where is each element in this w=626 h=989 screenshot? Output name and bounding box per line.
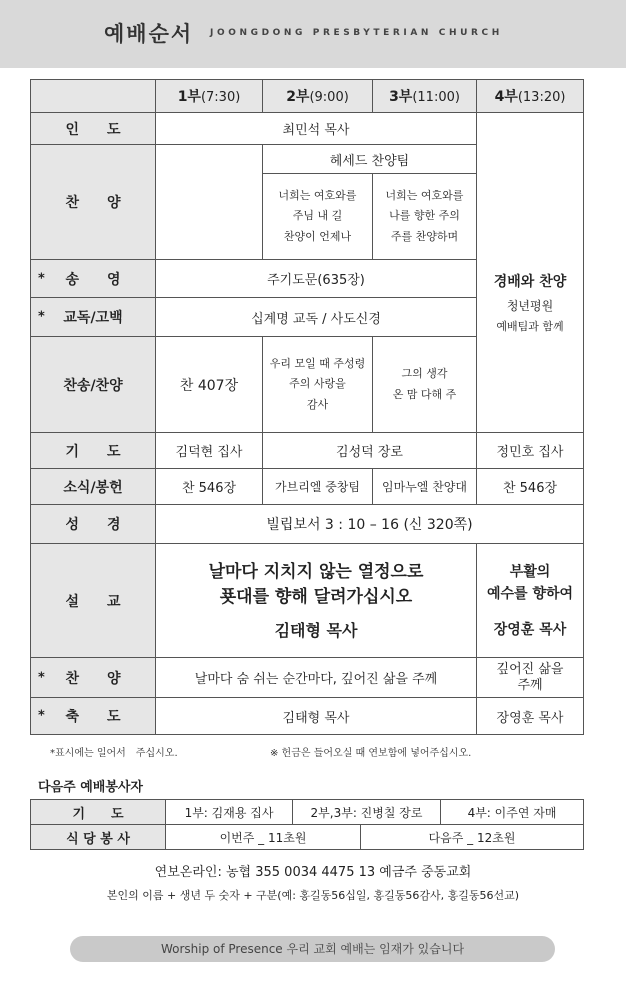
closing-hymn-row	[31, 658, 584, 698]
praise-label: 찬 양	[31, 145, 156, 260]
s4-sermon-preacher: 장영훈 목사	[493, 622, 567, 639]
service-3-header: 3부(11:00)	[373, 80, 477, 113]
dining-label: 식 당 봉 사	[31, 825, 166, 850]
next-prayer-row	[31, 800, 584, 825]
benediction-row	[31, 698, 584, 735]
offering-s2: 가브리엘 중창팀	[263, 469, 373, 505]
dining-this-week: 이번주 _ 11초원	[166, 825, 361, 850]
sermon-title-line1: 날마다 지치지 않는 열정으로	[208, 562, 424, 583]
page-title: 예배순서	[104, 22, 194, 46]
prayer-s4: 정민호 집사	[477, 433, 584, 469]
service-4-praise	[477, 113, 584, 433]
next-prayer-label: 기 도	[31, 800, 166, 825]
next-week-table	[30, 799, 584, 850]
praise-s1-empty	[156, 145, 263, 260]
next-prayer-s23: 2부,3부: 진병칠 장로	[293, 800, 441, 825]
page-header	[0, 0, 626, 68]
invocation-row	[31, 113, 584, 145]
confession-label: * 교독/고백	[31, 298, 156, 337]
offering-s3: 임마누엘 찬양대	[373, 469, 477, 505]
s4-sermon-title-line1: 부활의	[509, 563, 551, 580]
offering-row	[31, 469, 584, 505]
benediction-value: 김태형 목사	[156, 698, 477, 735]
scripture-label: 성 경	[31, 505, 156, 544]
praise-s3-songs: 너희는 여호와를 나를 향한 주의 주를 찬양하며	[373, 174, 477, 260]
online-offering-note: 본인의 이름 + 생년 두 숫자 + 구분(예: 홍길동56십일, 홍길동56감사, 홍길동56선교)	[106, 889, 520, 902]
praise-s2-songs: 너희는 여호와를 주님 내 길 찬양이 언제나	[263, 174, 373, 260]
next-week-title: 다음주 예배봉사자	[38, 780, 143, 795]
dining-next-week: 다음주 _ 12초원	[361, 825, 584, 850]
offering-label: 소식/봉헌	[31, 469, 156, 505]
sermon-title-line2: 푯대를 향해 달려가십시오	[219, 587, 413, 607]
invocation-label: 인 도	[31, 113, 156, 145]
benediction-s4: 장영훈 목사	[477, 698, 584, 735]
header-corner	[31, 80, 156, 113]
sermon-preacher: 김태형 목사	[274, 620, 358, 640]
hymn-label: 찬송/찬양	[31, 337, 156, 433]
scripture-row	[31, 505, 584, 544]
dining-row	[31, 825, 584, 850]
service-header-row	[31, 80, 584, 113]
s4-praise-title: 경배와 찬양	[493, 274, 567, 290]
prayer-s1: 김덕현 집사	[156, 433, 263, 469]
prayer-row	[31, 433, 584, 469]
worship-order-table	[30, 79, 584, 735]
service-1-header: 1부(7:30)	[156, 80, 263, 113]
online-offering-account: 연보온라인: 농협 355 0034 4475 13 예금주 중동교회	[154, 865, 472, 880]
scripture-value: 빌립보서 3 : 10 – 16 (신 320쪽)	[156, 505, 584, 544]
prayer-s23: 김성덕 장로	[263, 433, 477, 469]
closing-hymn-value: 날마다 숨 쉬는 순간마다, 깊어진 삶을 주께	[156, 658, 477, 698]
sermon-main	[156, 544, 477, 658]
song-label: * 송 영	[31, 260, 156, 298]
song-value: 주기도문(635장)	[156, 260, 477, 298]
next-prayer-s1: 1부: 김재용 집사	[166, 800, 293, 825]
s4-praise-team: 청년평원	[506, 299, 554, 313]
confession-value: 십계명 교독 / 사도신경	[156, 298, 477, 337]
offering-s1: 찬 546장	[156, 469, 263, 505]
benediction-label: * 축 도	[31, 698, 156, 735]
sermon-s4	[477, 544, 584, 658]
sermon-row	[31, 544, 584, 658]
hymn-s2: 우리 모일 때 주성령 주의 사랑을 감사	[263, 337, 373, 433]
hymn-s3: 그의 생각 온 맘 다해 주	[373, 337, 477, 433]
next-prayer-s4: 4부: 이주연 자매	[441, 800, 584, 825]
church-name: JOONGDONG PRESBYTERIAN CHURCH	[210, 28, 503, 38]
s4-sermon-title-line2: 예수를 향하여	[486, 585, 574, 602]
service-2-header: 2부(9:00)	[263, 80, 373, 113]
praise-team: 헤세드 찬양팀	[263, 145, 477, 174]
s4-praise-note: 예배팀과 함께	[496, 320, 564, 333]
worship-banner: Worship of Presence 우리 교회 예배는 임재가 있습니다	[70, 936, 555, 962]
standing-note: *표시에는 일어서 주십시오.	[50, 748, 178, 759]
offering-s4: 찬 546장	[477, 469, 584, 505]
sermon-label: 설 교	[31, 544, 156, 658]
service-4-header: 4부(13:20)	[477, 80, 584, 113]
prayer-label: 기 도	[31, 433, 156, 469]
invocation-leader: 최민석 목사	[156, 113, 477, 145]
hymn-s1: 찬 407장	[156, 337, 263, 433]
offering-note: ※ 헌금은 들어오실 때 연보함에 넣어주십시오.	[270, 748, 472, 759]
closing-hymn-label: * 찬 양	[31, 658, 156, 698]
closing-hymn-s4: 깊어진 삶을 주께	[477, 658, 584, 698]
